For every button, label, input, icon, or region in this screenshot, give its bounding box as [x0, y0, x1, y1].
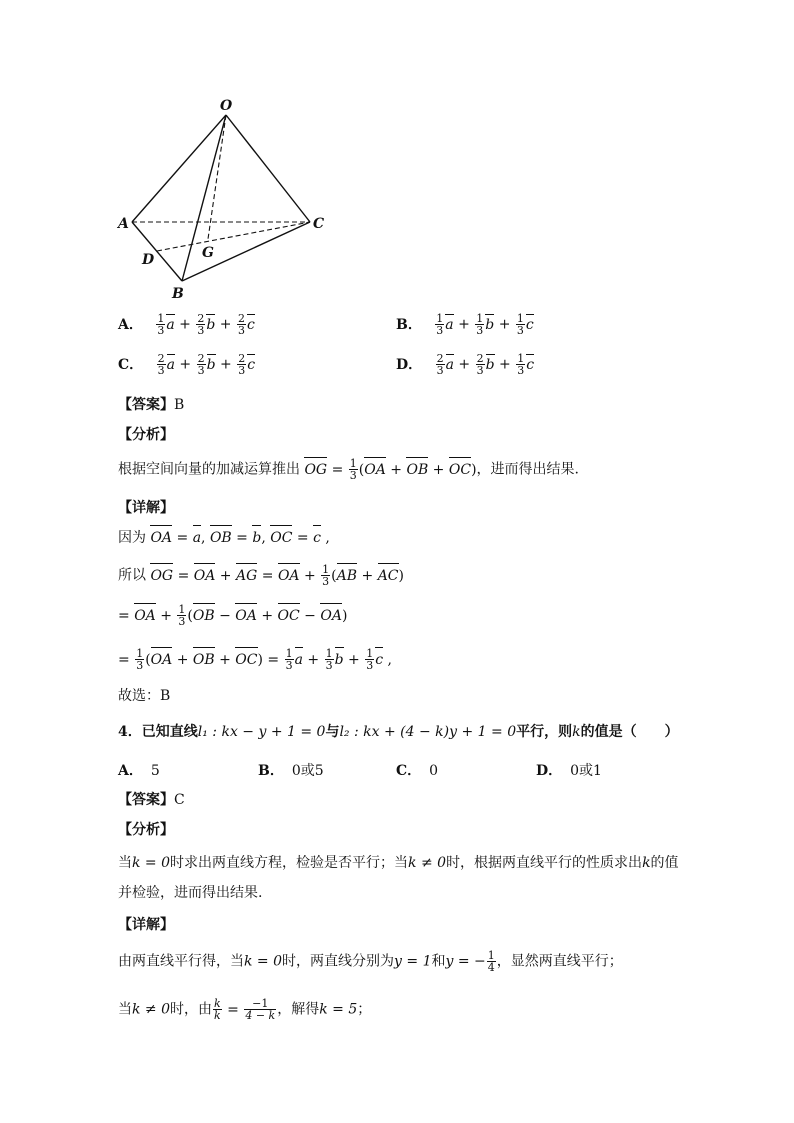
label-G: G — [202, 245, 214, 261]
q4-detail-line-2: 当k ≠ 0时，由 $\frac{k}{k}$ = $\frac{-1}{4 - k}$ ，解得k = 5； — [118, 997, 372, 1022]
q4-option-b: B． 0或5 — [258, 763, 324, 779]
q3-option-d: D． $\frac{2}{3}$ a + $\frac{2}{3}$ b + $\frac{1}{3}$ c — [396, 352, 535, 377]
q3-analysis-text: 根据空间向量的加减运算推出 OG = $\frac{1}{3}$ (OA + OB + OC)，进而得出结果. — [118, 457, 579, 482]
q3-option-c: C． $\frac{2}{3}$ a + $\frac{2}{3}$ b + $\frac{2}{3}$ c — [118, 352, 256, 377]
q4-analysis-line-2: 并检验，进而得出结果. — [118, 885, 263, 901]
label-O: O — [220, 98, 233, 114]
label-B: B — [172, 286, 184, 302]
q4-stem: 4．已知直线l₁ : kx − y + 1 = 0与l₂ : kx + (4 − k)y + 1 = 0平行，则k的值是（ ） — [118, 724, 679, 740]
edge-OC — [226, 115, 310, 222]
q4-answer: 【答案】C — [118, 792, 185, 808]
edge-OG-hidden — [208, 115, 226, 239]
q3-detail-line-2: 所以 OG = OA + AG = OA + $\frac{1}{3}$ (AB + AC) — [118, 563, 404, 588]
q3-detail-tag: 【详解】 — [118, 500, 174, 516]
label-C: C — [313, 216, 325, 232]
q3-detail-line-3: = OA + $\frac{1}{3}$ (OB − OA + OC − OA) — [118, 603, 348, 628]
tetrahedron-diagram — [110, 95, 350, 305]
q3-option-a: A． $\frac{1}{3}$ a + $\frac{2}{3}$ b + $\frac{2}{3}$ c — [118, 312, 255, 337]
label-D: D — [142, 252, 155, 268]
q4-option-d: D． 0或1 — [536, 763, 602, 779]
q3-detail-line-4: = $\frac{1}{3}$ (OA + OB + OC) = $\frac{1}{3}$ a + $\frac{1}{3}$ b + $\frac{1}{3}$ c , — [118, 647, 392, 672]
q3-detail-line-1: 因为 OA = a, OB = b, OC = c , — [118, 530, 330, 546]
q4-detail-tag: 【详解】 — [118, 917, 174, 933]
q3-answer: 【答案】B — [118, 397, 185, 413]
q4-option-c: C． 0 — [396, 763, 439, 779]
q3-analysis-tag: 【分析】 — [118, 427, 174, 443]
q3-conclusion: 故选：B — [118, 688, 171, 704]
q4-analysis-tag: 【分析】 — [118, 822, 174, 838]
q4-detail-line-1: 由两直线平行得，当k = 0时，两直线分别为y = 1和y = − $\frac{1}{4}$ ，显然两直线平行； — [118, 949, 623, 974]
edge-DC-hidden — [157, 222, 310, 251]
q3-option-b: B． $\frac{1}{3}$ a + $\frac{1}{3}$ b + $\frac{1}{3}$ c — [396, 312, 534, 337]
q4-analysis-line-1: 当k = 0时求出两直线方程，检验是否平行；当k ≠ 0时，根据两直线平行的性质求出k的值 — [118, 855, 679, 871]
label-A: A — [118, 216, 129, 232]
edge-AB — [132, 222, 182, 281]
q4-option-a: A． 5 — [118, 763, 160, 779]
